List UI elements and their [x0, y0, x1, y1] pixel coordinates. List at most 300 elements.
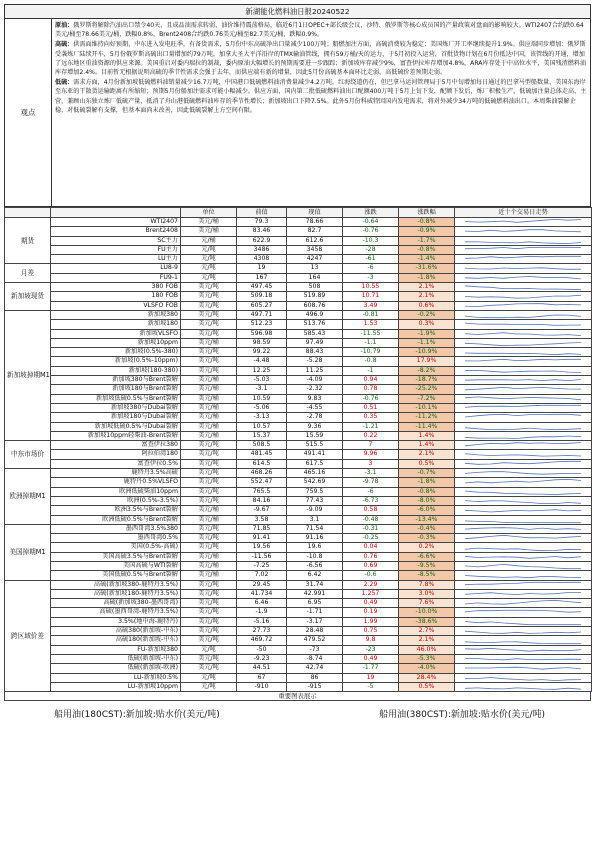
trend-sparkline: [455, 394, 592, 403]
row-chg: 0.76: [343, 552, 399, 561]
row-cur: 519.89: [287, 292, 343, 301]
header-name: [51, 208, 181, 218]
trend-sparkline: [455, 534, 592, 543]
row-chg: -10.3: [343, 236, 399, 245]
row-prev: 481.45: [237, 450, 287, 459]
row-pct: 28.4%: [399, 673, 455, 682]
row-chg: 10.55: [343, 283, 399, 292]
viewpoint-body: 需求方面，4月份新加坡低硫燃料油销量减少16.7万吨，中国港口低硫燃料油消费量减少4.2万吨，红海绕道仍在，但巴拿马运河管理局于5月中旬增加每日通过的巴拿马型船数量，美国东海岸至东亚的干散货运输距离有所缩短；预期5月份船加注需求可能小幅减少。供应方面，国内第二批低硫燃料油出口配额400万吨于5月上旬下发，配额下发后，炼厂积极生产，低硫加注量总体走高，主营，兼顾山东独立炼厂低硫产量，抵消了舟山港低硫燃料油库存的季节性增长；新加坡出口下降7.5%。此外5月份科威特因国内发电需求，将对外减少34万吨的低硫燃料油出口。本周柴油裂解企稳，对低硫裂解有支撑，但基本面尚未改善，因此低硫裂解上方空间有限。: [55, 79, 587, 114]
row-unit: 美元/吨: [181, 283, 237, 292]
row-cur: 91.16: [287, 534, 343, 543]
row-chg: 0.69: [343, 561, 399, 570]
row-chg: -9.78: [343, 478, 399, 487]
row-prev: 509.18: [237, 292, 287, 301]
table-row: [5, 552, 592, 561]
table-row: [5, 580, 592, 589]
viewpoint-body: 供需面维持向好预期，中东进入发电旺季，有备货需求，5月份中东高硫净出口量减少100万吨；船燃加注方面，高硫消费较为稳定；美国炼厂开工率继续提升1.9%。供应端同步增加：俄罗斯受袭炼厂陆续开车，5月份俄罗斯高硫出口量增加约79万吨。加拿大圣大平洋沿岸的TMX输油管线，拥有59万桶/天的运力，于5月初投入运营，首批货物计划在6月份抵达中国，该管线的开通，增加了远东地区重油资源的供应来源。美国重启对委内瑞拉的制裁，委内原油大幅增长的预期需要进一步跟踪；新加坡库存减少9%，富查伊拉库存增加4.8%，ARA库存处于中高位水平，美国残渣燃料油库存增加2.4%。目前暂无根据说明高硫的季节性需求会强于去年，而供应端有新的增量，因此5月份高硫基本面环比走弱，高低硫价差预期走弱。: [55, 41, 587, 77]
trend-sparkline: [455, 320, 592, 329]
row-chg: 7: [343, 441, 399, 450]
row-name: 新加坡(0.5%-10ppm): [51, 357, 181, 366]
row-pct: 0.2%: [399, 543, 455, 552]
row-name: 新加坡380: [51, 310, 181, 319]
viewpoint-section: [4, 19, 591, 207]
row-cur: 508: [287, 283, 343, 292]
row-category: 中东市场价: [5, 441, 51, 469]
row-pct: -1.4%: [399, 255, 455, 264]
row-prev: 44.51: [237, 664, 287, 673]
row-pct: -1.7%: [399, 236, 455, 245]
row-unit: 美元/吨: [181, 524, 237, 533]
row-chg: -6: [343, 487, 399, 496]
row-category: 月差: [5, 264, 51, 283]
row-unit: 美元/吨: [181, 459, 237, 468]
row-prev: -1.9: [237, 608, 287, 617]
row-chg: -6.73: [343, 496, 399, 505]
table-row: [5, 496, 592, 505]
row-name: WTI2407: [51, 218, 181, 227]
table-row: [5, 515, 592, 524]
viewpoint-body: 俄罗斯将解除汽油出口禁令40天，且成品油需求转弱，油价维持震荡格局，临近6月1日OPEC+部长级会议，沙特、俄罗斯等核心成员国的产量政策对盘面的影响较大。WTI2407合约跌0.64美元/桶至78.66美元/桶，跌幅0.8%，Brent2408合约跌0.76美元/桶至82.7美元/桶，跌幅0.9%。: [55, 22, 584, 39]
row-prev: 497.71: [237, 310, 287, 319]
row-prev: 67: [237, 673, 287, 682]
row-prev: 84.16: [237, 496, 287, 505]
row-chg: 0.22: [343, 431, 399, 440]
trend-sparkline: [455, 218, 592, 227]
trend-sparkline: [455, 357, 592, 366]
table-row: [5, 413, 592, 422]
row-unit: 美元/桶: [181, 506, 237, 515]
row-pct: 0.5%: [399, 682, 455, 691]
trend-sparkline: [455, 450, 592, 459]
row-chg: 0.19: [343, 608, 399, 617]
trend-sparkline: [455, 543, 592, 552]
row-cur: 42.991: [287, 589, 343, 598]
row-cur: 6.95: [287, 599, 343, 608]
trend-sparkline: [455, 599, 592, 608]
row-cur: 28.48: [287, 627, 343, 636]
row-unit: 元/吨: [181, 645, 237, 654]
trend-sparkline: [455, 431, 592, 440]
trend-sparkline: [455, 524, 592, 533]
row-pct: -8.0%: [399, 496, 455, 505]
row-chg: -3.1: [343, 469, 399, 478]
table-row: [5, 561, 592, 570]
row-unit: 美元/吨: [181, 357, 237, 366]
row-unit: 元/吨: [181, 264, 237, 273]
row-prev: 469.72: [237, 636, 287, 645]
table-row: [5, 394, 592, 403]
row-unit: 美元/吨: [181, 589, 237, 598]
row-prev: 79.3: [237, 218, 287, 227]
row-name: VLSFO FOB: [51, 301, 181, 310]
row-pct: -1.8%: [399, 273, 455, 282]
row-name: 高硫(新加坡180-鹿特丹3.5%): [51, 589, 181, 598]
row-chg: -61: [343, 255, 399, 264]
row-chg: 0.35: [343, 413, 399, 422]
row-prev: 596.98: [237, 329, 287, 338]
trend-sparkline: [455, 329, 592, 338]
trend-sparkline: [455, 506, 592, 515]
row-unit: 美元/吨: [181, 543, 237, 552]
row-chg: -0.64: [343, 218, 399, 227]
row-prev: -3.1: [237, 385, 287, 394]
header-prev: 前值: [237, 208, 287, 218]
table-row: [5, 654, 592, 663]
row-name: 高硫380(新加坡-中东): [51, 627, 181, 636]
row-unit: 美元/吨: [181, 599, 237, 608]
trend-sparkline: [455, 366, 592, 375]
row-prev: 27.73: [237, 627, 287, 636]
row-pct: -25.2%: [399, 385, 455, 394]
row-cur: 617.5: [287, 459, 343, 468]
row-name: 新加坡(180-380): [51, 366, 181, 375]
chart-caption-180: 船用油(180CST):新加坡:贴水价(美元/吨): [54, 710, 220, 721]
row-name: 180 FOB: [51, 292, 181, 301]
trend-sparkline: [455, 459, 592, 468]
row-name: 3.5%(地中海-鹿特丹): [51, 617, 181, 626]
row-chg: 9.8: [343, 636, 399, 645]
row-cur: 82.7: [287, 227, 343, 236]
row-chg: 0.49: [343, 654, 399, 663]
row-cur: -4.55: [287, 403, 343, 412]
row-chg: 0.58: [343, 506, 399, 515]
trend-sparkline: [455, 376, 592, 385]
row-cur: 6.42: [287, 571, 343, 580]
row-unit: 元/桶: [181, 236, 237, 245]
charts-section-label: 重要图表展示: [4, 692, 591, 701]
row-category: 新加坡现货: [5, 283, 51, 311]
row-prev: -5.16: [237, 617, 287, 626]
row-unit: 元/吨: [181, 273, 237, 282]
trend-sparkline: [455, 469, 592, 478]
row-cur: 759.5: [287, 487, 343, 496]
row-chg: -5: [343, 682, 399, 691]
trend-sparkline: [455, 645, 592, 654]
row-cur: 19.6: [287, 543, 343, 552]
trend-sparkline: [455, 682, 592, 691]
table-row: [5, 227, 592, 236]
row-unit: 美元/吨: [181, 450, 237, 459]
row-chg: -10.79: [343, 348, 399, 357]
row-pct: -0.8%: [399, 218, 455, 227]
trend-sparkline: [455, 255, 592, 264]
row-name: 新加坡VLSFO: [51, 329, 181, 338]
trend-sparkline: [455, 413, 592, 422]
trend-sparkline: [455, 264, 592, 273]
row-prev: 497.45: [237, 283, 287, 292]
row-prev: 10.57: [237, 422, 287, 431]
row-chg: -23: [343, 645, 399, 654]
row-cur: 608.76: [287, 301, 343, 310]
row-pct: -0.8%: [399, 487, 455, 496]
row-unit: 元/吨: [181, 255, 237, 264]
row-prev: 91.41: [237, 534, 287, 543]
row-chg: -1: [343, 366, 399, 375]
row-cur: 13: [287, 264, 343, 273]
row-name: 富查伊拉0.5%: [51, 459, 181, 468]
row-cur: -1.71: [287, 608, 343, 617]
row-chg: 10.71: [343, 292, 399, 301]
table-row: [5, 357, 592, 366]
row-name: 美国低硫0.5%与Brent裂解: [51, 571, 181, 580]
row-chg: -0.6: [343, 571, 399, 580]
row-name: 新加坡180与Brent裂解: [51, 385, 181, 394]
row-pct: -9.5%: [399, 561, 455, 570]
row-pct: 0.3%: [399, 320, 455, 329]
table-row: [5, 255, 592, 264]
row-prev: 622.9: [237, 236, 287, 245]
row-prev: 6.46: [237, 599, 287, 608]
row-cur: 15.59: [287, 431, 343, 440]
row-pct: 46.0%: [399, 645, 455, 654]
row-cur: 3.1: [287, 515, 343, 524]
header-unit: 单位: [181, 208, 237, 218]
row-name: 欧洲低硫柴油10ppm: [51, 487, 181, 496]
table-row: [5, 599, 592, 608]
row-chg: 9.96: [343, 450, 399, 459]
row-pct: 0.6%: [399, 301, 455, 310]
trend-sparkline: [455, 422, 592, 431]
row-prev: -11.56: [237, 552, 287, 561]
row-name: 新加坡10ppm轻柴油-Brent裂解: [51, 431, 181, 440]
row-pct: -11.4%: [399, 422, 455, 431]
row-name: FU9-1: [51, 273, 181, 282]
table-body: [5, 218, 592, 692]
row-unit: 美元/桶: [181, 227, 237, 236]
row-name: 新加坡低硫0.5%与Dubai裂解: [51, 422, 181, 431]
row-cur: -4.09: [287, 376, 343, 385]
table-row: [5, 301, 592, 310]
row-name: SC主力: [51, 236, 181, 245]
row-pct: -5.3%: [399, 654, 455, 663]
row-chg: -28: [343, 245, 399, 254]
header-pct: 涨跌幅: [399, 208, 455, 218]
row-prev: 7.02: [237, 571, 287, 580]
row-pct: -6.6%: [399, 552, 455, 561]
row-unit: 元/吨: [181, 245, 237, 254]
table-row: [5, 264, 592, 273]
table-row: [5, 589, 592, 598]
viewpoint-high-sulfur: [55, 40, 587, 77]
table-row: [5, 292, 592, 301]
row-unit: 美元/桶: [181, 385, 237, 394]
row-pct: 1.4%: [399, 441, 455, 450]
table-row: [5, 245, 592, 254]
row-pct: 2.1%: [399, 450, 455, 459]
row-chg: 3.49: [343, 301, 399, 310]
row-name: 高硫(墨西哥湾-鹿特丹3.5%): [51, 608, 181, 617]
trend-sparkline: [455, 236, 592, 245]
header-category: [5, 208, 51, 218]
row-unit: 美元/吨: [181, 329, 237, 338]
table-row: [5, 543, 592, 552]
table-row: [5, 469, 592, 478]
row-unit: 美元/吨: [181, 654, 237, 663]
row-name: LU主力: [51, 255, 181, 264]
row-chg: -0.81: [343, 310, 399, 319]
row-cur: 542.69: [287, 478, 343, 487]
row-prev: 98.59: [237, 338, 287, 347]
row-cur: 42.74: [287, 664, 343, 673]
row-unit: 美元/吨: [181, 310, 237, 319]
row-prev: 508.5: [237, 441, 287, 450]
viewpoint-head: 高硫：: [55, 41, 74, 49]
row-prev: 12.25: [237, 366, 287, 375]
row-prev: 3.58: [237, 515, 287, 524]
trend-sparkline: [455, 561, 592, 570]
row-unit: 美元/桶: [181, 422, 237, 431]
row-chg: -1.77: [343, 664, 399, 673]
row-chg: 19: [343, 673, 399, 682]
trend-sparkline: [455, 487, 592, 496]
row-chg: -1.21: [343, 422, 399, 431]
row-cur: 479.52: [287, 636, 343, 645]
row-name: Brent2408: [51, 227, 181, 236]
row-chg: -6: [343, 264, 399, 273]
row-name: 墨西哥湾3.5%380: [51, 524, 181, 533]
table-row: [5, 673, 592, 682]
row-pct: -1.9%: [399, 329, 455, 338]
row-prev: 19: [237, 264, 287, 273]
row-cur: -9.09: [287, 506, 343, 515]
header-chg: 涨跌: [343, 208, 399, 218]
row-cur: 77.43: [287, 496, 343, 505]
row-pct: 2.1%: [399, 292, 455, 301]
row-pct: -7.2%: [399, 394, 455, 403]
row-name: LU8-9: [51, 264, 181, 273]
row-chg: 0.49: [343, 599, 399, 608]
row-pct: 1.4%: [399, 431, 455, 440]
row-name: 高硫180(新加坡-中东): [51, 636, 181, 645]
trend-sparkline: [455, 627, 592, 636]
table-row: [5, 506, 592, 515]
row-pct: 17.9%: [399, 357, 455, 366]
row-name: 阿拉伯湾180: [51, 450, 181, 459]
row-pct: -38.6%: [399, 617, 455, 626]
row-chg: -0.48: [343, 515, 399, 524]
row-cur: -915: [287, 682, 343, 691]
table-row: [5, 338, 592, 347]
row-cur: 515.5: [287, 441, 343, 450]
row-pct: -0.9%: [399, 227, 455, 236]
row-prev: 29.45: [237, 580, 287, 589]
trend-sparkline: [455, 301, 592, 310]
row-prev: -9.67: [237, 506, 287, 515]
report-page: [4, 4, 591, 720]
row-cur: 9.36: [287, 422, 343, 431]
row-unit: 美元/吨: [181, 580, 237, 589]
row-unit: 美元/吨: [181, 617, 237, 626]
table-row: [5, 682, 592, 691]
trend-sparkline: [455, 515, 592, 524]
row-cur: -10.8: [287, 552, 343, 561]
row-prev: 167: [237, 273, 287, 282]
row-chg: 1.99: [343, 617, 399, 626]
trend-sparkline: [455, 292, 592, 301]
row-pct: 7.6%: [399, 599, 455, 608]
row-name: FU-新加坡380: [51, 645, 181, 654]
row-pct: 3.0%: [399, 589, 455, 598]
trend-sparkline: [455, 310, 592, 319]
row-pct: -18.7%: [399, 376, 455, 385]
row-prev: 765.5: [237, 487, 287, 496]
table-row: [5, 441, 592, 450]
row-unit: 美元/桶: [181, 338, 237, 347]
row-chg: -3: [343, 273, 399, 282]
row-name: FU主力: [51, 245, 181, 254]
row-prev: 19.56: [237, 543, 287, 552]
row-prev: -50: [237, 645, 287, 654]
row-prev: -5.03: [237, 376, 287, 385]
row-pct: -1.8%: [399, 478, 455, 487]
row-chg: -11.55: [343, 329, 399, 338]
table-row: [5, 534, 592, 543]
row-pct: 0.5%: [399, 459, 455, 468]
chart-captions: [4, 707, 591, 720]
row-unit: 美元/吨: [181, 487, 237, 496]
trend-sparkline: [455, 348, 592, 357]
row-prev: 71.85: [237, 524, 287, 533]
table-row: [5, 478, 592, 487]
row-unit: 美元/桶: [181, 431, 237, 440]
row-pct: 7.8%: [399, 580, 455, 589]
table-row: [5, 627, 592, 636]
table-row: [5, 348, 592, 357]
row-pct: -10.0%: [399, 608, 455, 617]
row-unit: 美元/吨: [181, 534, 237, 543]
trend-sparkline: [455, 673, 592, 682]
row-pct: -8.2%: [399, 366, 455, 375]
row-chg: -0.76: [343, 227, 399, 236]
row-cur: 491.41: [287, 450, 343, 459]
row-pct: -6.0%: [399, 506, 455, 515]
table-row: [5, 450, 592, 459]
table-row: [5, 608, 592, 617]
viewpoint-low-sulfur: [55, 78, 587, 115]
table-row: [5, 329, 592, 338]
chart-caption-380: 船用油(380CST):新加坡:贴水价(美元/吨): [379, 710, 545, 721]
table-row: [5, 431, 592, 440]
row-unit: 美元/吨: [181, 627, 237, 636]
row-unit: 美元/吨: [181, 496, 237, 505]
row-name: 欧洲(0.5%-3.5%): [51, 496, 181, 505]
trend-sparkline: [455, 478, 592, 487]
table-row: [5, 273, 592, 282]
row-pct: -13.4%: [399, 515, 455, 524]
row-prev: 4308: [237, 255, 287, 264]
row-name: 新加坡10ppm: [51, 338, 181, 347]
row-chg: 0.78: [343, 385, 399, 394]
row-pct: -0.7%: [399, 469, 455, 478]
row-unit: 美元/桶: [181, 394, 237, 403]
row-unit: 美元/桶: [181, 552, 237, 561]
price-table: [4, 207, 592, 692]
row-cur: -2.78: [287, 413, 343, 422]
table-row: [5, 487, 592, 496]
row-unit: 美元/吨: [181, 292, 237, 301]
trend-sparkline: [455, 245, 592, 254]
row-cur: 465.16: [287, 469, 343, 478]
row-cur: 11.25: [287, 366, 343, 375]
row-pct: 2.1%: [399, 636, 455, 645]
trend-sparkline: [455, 552, 592, 561]
row-name: LU-新加坡0.5%: [51, 673, 181, 682]
row-unit: 美元/桶: [181, 403, 237, 412]
trend-sparkline: [455, 441, 592, 450]
row-chg: 0.51: [343, 403, 399, 412]
row-category: 欧洲掉期M1: [5, 469, 51, 525]
row-prev: 10.59: [237, 394, 287, 403]
